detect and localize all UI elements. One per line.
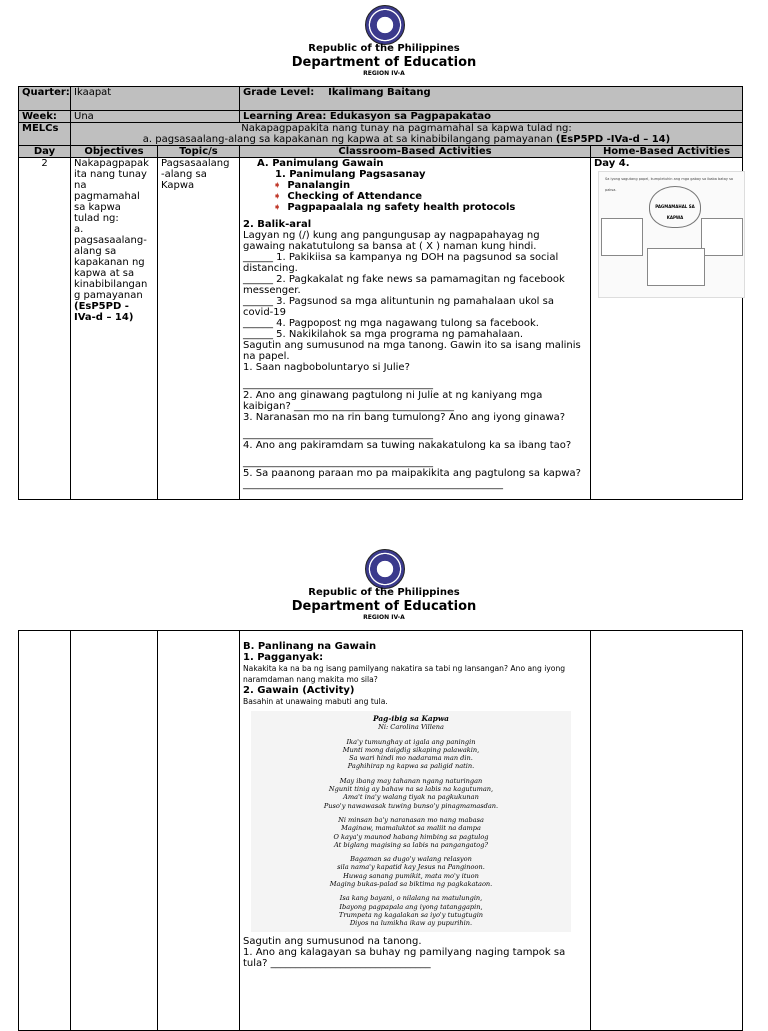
- question-1-cont: tula? ________________________________: [243, 957, 431, 969]
- melcs-text: Nakapagpapakita nang tunay na pagmamahal sa kapwa tulad ng: a. pagsasaalang-alang sa kapakanan ng kapwa at sa kinabibilangang pamayanan (EsP5PD -IVa-d – 14): [71, 123, 743, 146]
- department-label-1: Department of Education: [291, 55, 477, 70]
- col-home: Home-Based Activities: [591, 146, 743, 158]
- lesson-plan-table-1: [18, 86, 743, 500]
- topics-cell-2: [158, 631, 240, 1031]
- col-day: Day: [19, 146, 71, 158]
- day-cell-2: [19, 631, 71, 1031]
- poem-stanza: Bagaman sa dugo'y walang relasyon sila nama'y kapatid kay Jesus na Panginoon. Huwag sanang pumikit, mata mo'y ituon Maging bukas-palad sa biktima ng pagkakataon.: [329, 855, 493, 889]
- pagganyak-heading: 1. Pagganyak:: [243, 652, 324, 663]
- col-classroom: Classroom-Based Activities: [240, 146, 591, 158]
- panimulang-pagsasanay-heading: 1. Panimulang Pagsasanay: [275, 169, 426, 180]
- balik-aral-body: Lagyan ng (/) kung ang pangungusap ay nagpapahayag ng gawaing nakatutulong sa bansa at ( X ) naman kung hindi. ______ 1. Pakikiisa sa kampanya ng DOH na pagsunod sa social distancing. ______ 2. Pagkakalat ng fake news sa pamamagitan ng facebook messenger. ______ 3. Pagsunod sa mga alituntunin ng pamahalaan ukol sa covid-19 ______ 4. Pagpopost ng mga nagawang tulong sa facebook. ______ 5. Nakikilahok sa mga programa ng pamahalaan. Sagutin ang sumusunod na mga tanong. Gawin ito sa isang malinis na papel. 1. Saan nagboboluntaryo si Julie? ______________________________________ 2. Ano ang ginawang pagtulong ni Julie at ng kaniyang mga kaibigan? ________________________________ 3. Naranasan mo na rin bang tumulong? Ano ang iyong ginawa? ______________________________________ 4. Ano ang pakiramdam sa tuwing nakakatulong ka sa ibang tao? ______________________________________ 5. Sa paanong paraan mo pa maipakikita ang pagtulong sa kapwa? ____________________________________________________: [243, 230, 581, 490]
- melcs-label: MELCs: [19, 123, 71, 146]
- gawain-heading: 2. Gawain (Activity): [243, 685, 355, 696]
- home-day-label: Day 4.: [594, 158, 630, 169]
- poem-stanza: May ibang may tahanan ngang naturingan Ngunit tinig ay bahaw na sa labis na kagutuman, Ama't ina'y walang tiyak na pagkukunan Puso'y nawawasak tuwing bunso'y pinagmamasdan.: [323, 776, 499, 810]
- arrow-bullet-icon: ➧: [273, 180, 282, 191]
- topics-cell: Pagsasaalang -alang sa Kapwa: [158, 158, 240, 500]
- objectives-cell-2: [71, 631, 158, 1031]
- deped-seal-2: [365, 549, 405, 589]
- bullet-item: ➧ Pagpapaalala ng safety health protocols: [273, 202, 516, 213]
- col-objectives: Objectives: [71, 146, 158, 158]
- pagganyak-text: Nakakita ka na ba ng isang pamilyang nakatira sa tabi ng lansangan? Ano ang iyong naramdaman nang makita mo sila?: [243, 664, 566, 684]
- week-value: Una: [71, 111, 240, 123]
- objectives-cell: Nakapagpapak ita nang tunay na pagmamahal sa kapwa tulad ng: a. pagsasaalang- alang sa kapakanan ng kapwa at sa kinabibilangan g pamayanan (EsP5PD - IVa-d – 14): [71, 158, 158, 500]
- learning-area: Learning Area: Edukasyon sa Pagpapakatao: [240, 111, 743, 123]
- week-label: Week:: [19, 111, 71, 123]
- region-label-2: REGION IV-A: [363, 614, 405, 621]
- region-label-1: REGION IV-A: [363, 70, 405, 77]
- poem-title: Pag-ibig sa Kapwa: [373, 714, 449, 723]
- heart-shape: PAGMAMAHAL SA KAPWA: [649, 186, 701, 228]
- questions-intro: Sagutin ang sumusunod na tanong.: [243, 935, 422, 947]
- home-cell-2: [591, 631, 743, 1031]
- col-topics: Topic/s: [158, 146, 240, 158]
- arrow-bullet-icon: ➧: [273, 191, 282, 202]
- panlinang-heading: B. Panlinang na Gawain: [243, 641, 377, 652]
- question-1: 1. Ano ang kalagayan sa buhay ng pamilyang naging tampok sa: [243, 946, 566, 958]
- home-activity-thumbnail: Sa iyong sagutang papel, kumpletuhin ang mga gabay sa ibaba batay sa paksa. PAGMAMAHAL SA KAPWA: [598, 171, 745, 298]
- republic-label-2: Republic of the Philippines: [308, 587, 460, 598]
- poem-stanza: Isa kang bayani, o nilalang na matulungin, Ibayong pagpapala ang iyong tatanggapin, Trumpeta ng kagalakan sa iyo'y tutugtugin Diyos na lumikha ikaw ay pupurihin.: [338, 894, 484, 928]
- day-value: 2: [19, 158, 71, 500]
- republic-label-1: Republic of the Philippines: [308, 43, 460, 54]
- arrow-bullet-icon: ➧: [273, 202, 282, 213]
- poem-stanza: Ni minsan ba'y naranasan mo nang mabasa Maginaw, mamaluktot sa maliit na dampa O kaya'y maunod habang himbing sa pagtulog At biglang magising sa labis na pangangatog?: [333, 815, 489, 849]
- bullet-item: ➧ Checking of Attendance: [273, 191, 423, 202]
- home-cell: [591, 158, 743, 500]
- panimulang-gawain-heading: A. Panimulang Gawain: [257, 158, 384, 169]
- department-label-2: Department of Education: [291, 599, 477, 614]
- grade-level: Grade Level: Ikalimang Baitang: [240, 87, 743, 111]
- quarter-label: Quarter:: [19, 87, 71, 111]
- poem: [251, 711, 571, 932]
- poem-author: Ni: Carolina Villena: [378, 723, 444, 732]
- classroom-cell-2: [240, 631, 591, 1031]
- poem-stanza: Ika'y tumunghay at igala ang paningin Munti mong daigdig sikaping palawakin, Sa wari hindi mo nadarama man din. Paghihirap ng kapwa sa paligid natin.: [342, 737, 480, 771]
- quarter-value: Ikaapat: [71, 87, 240, 111]
- objective-code: (EsP5PD - IVa-d – 14): [74, 301, 134, 323]
- lesson-plan-table-2: [18, 630, 743, 1031]
- balik-aral-heading: 2. Balik-aral: [243, 219, 312, 230]
- deped-seal-1: [365, 5, 405, 45]
- bullet-item: ➧ Panalangin: [273, 180, 351, 191]
- classroom-cell: [240, 158, 591, 500]
- gawain-text: Basahin at unawaing mabuti ang tula.: [243, 697, 388, 706]
